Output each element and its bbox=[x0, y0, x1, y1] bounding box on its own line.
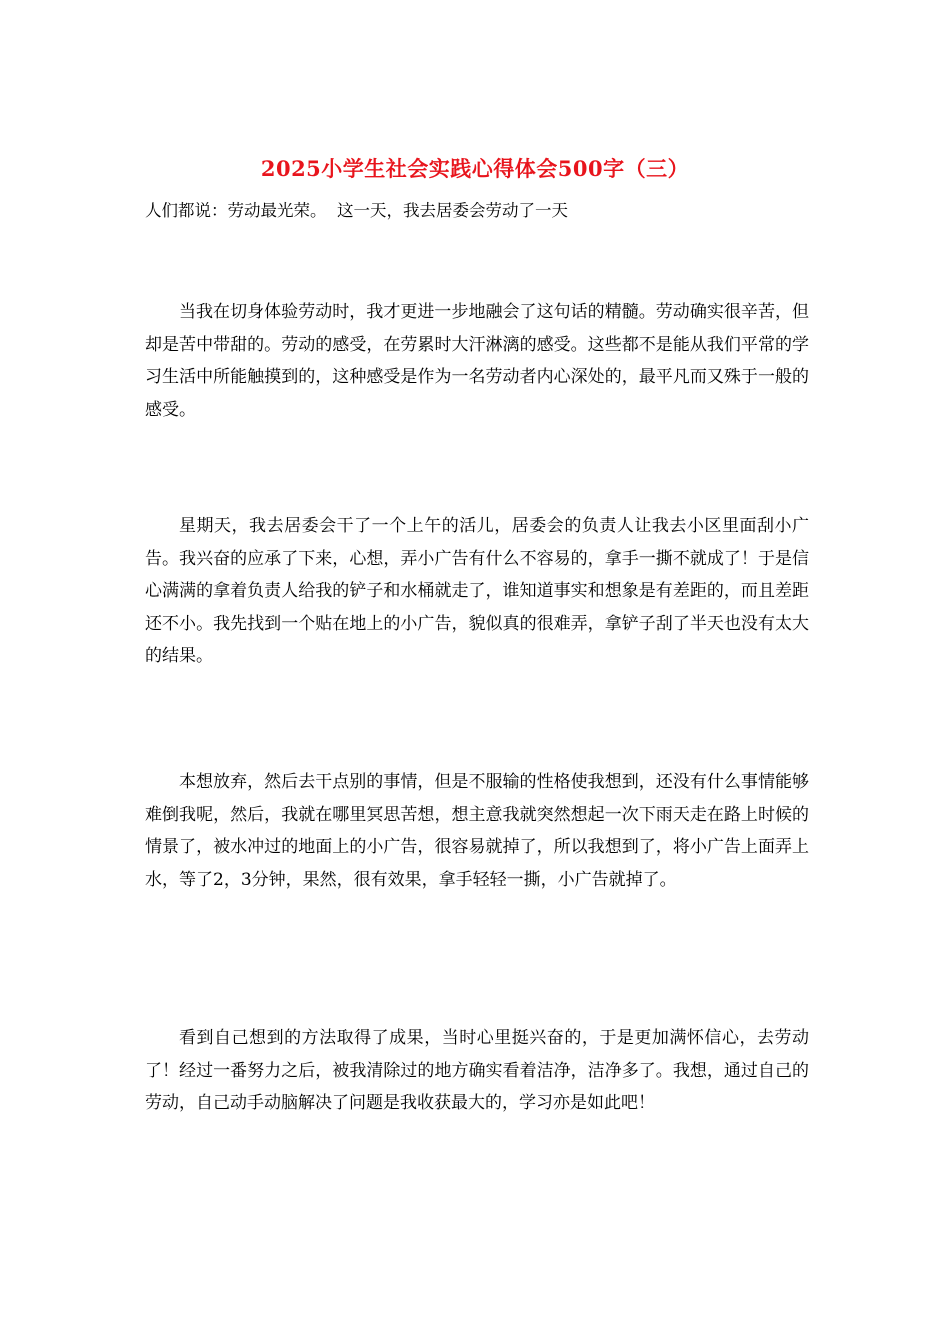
document-title: 2025小学生社会实践心得体会500字（三） bbox=[260, 156, 690, 181]
paragraph-2: 星期天，我去居委会干了一个上午的活儿，居委会的负责人让我去小区里面刮小广告。我兴奋的应承了下来，心想，弄小广告有什么不容易的，拿手一撕不就成了！于是信心满满的拿着负责人给我的铲子和水桶就走了，谁知道事实和想象是有差距的，而且差距还不小。我先找到一个贴在地上的小广告，貌似真的很难弄，拿铲子刮了半天也没有太大的结果。 bbox=[145, 516, 809, 666]
intro-line: 人们都说：劳动最光荣。 这一天，我去居委会劳动了一天 bbox=[145, 201, 568, 220]
paragraph-3: 本想放弃，然后去干点别的事情，但是不服输的性格使我想到，还没有什么事情能够难倒我呢，然后，我就在哪里冥思苦想，想主意我就突然想起一次下雨天走在路上时候的情景了，被水冲过的地面上的小广告，很容易就掉了，所以我想到了，将小广告上面弄上水，等了2，3分钟，果然，很有效果，拿手轻轻一撕，小广告就掉了。 bbox=[145, 772, 809, 890]
paragraph-4: 看到自己想到的方法取得了成果，当时心里挺兴奋的，于是更加满怀信心，去劳动了！经过一番努力之后，被我清除过的地方确实看着洁净，洁净多了。我想，通过自己的劳动，自己动手动脑解决了问题是我收获最大的，学习亦是如此吧！ bbox=[145, 1028, 809, 1113]
paragraph-1: 当我在切身体验劳动时，我才更进一步地融会了这句话的精髓。劳动确实很辛苦，但却是苦中带甜的。劳动的感受，在劳累时大汗淋漓的感受。这些都不是能从我们平常的学习生活中所能触摸到的，这种感受是作为一名劳动者内心深处的，最平凡而又殊于一般的感受。 bbox=[145, 302, 809, 420]
